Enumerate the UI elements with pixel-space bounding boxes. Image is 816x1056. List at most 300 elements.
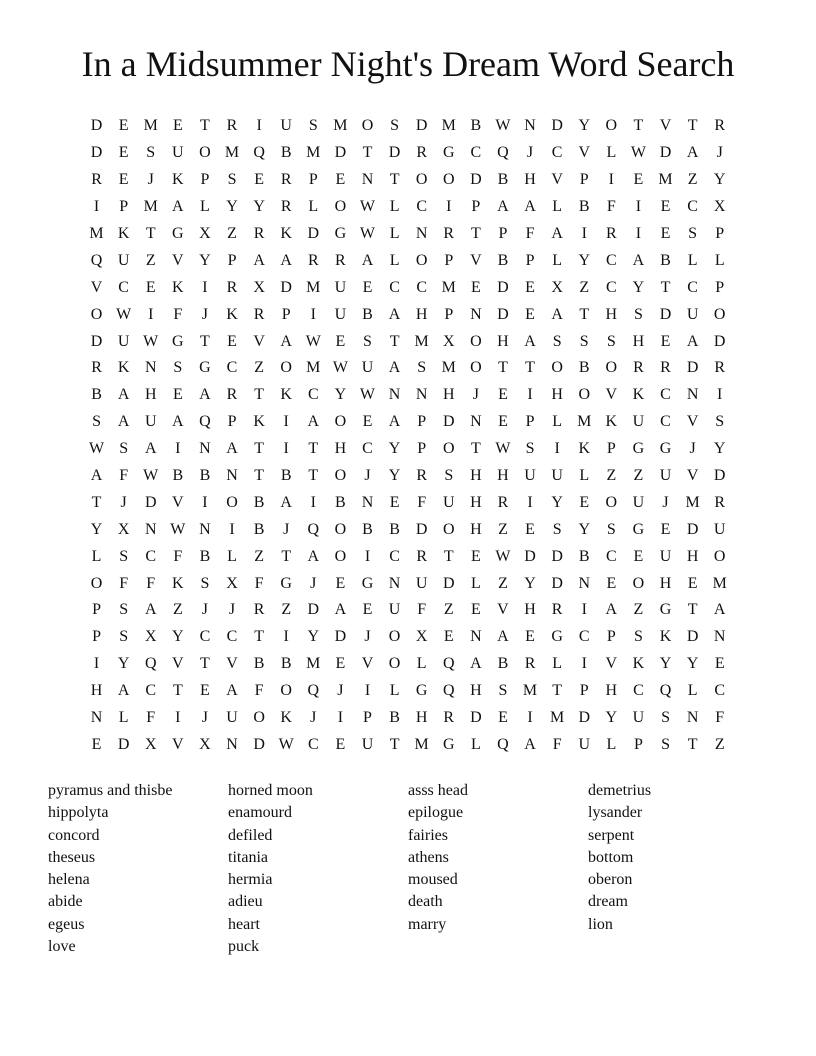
grid-letter: Z	[579, 278, 590, 296]
grid-letter: E	[335, 171, 346, 189]
grid-letter: S	[552, 332, 562, 350]
grid-letter: P	[715, 278, 725, 296]
grid-letter: D	[117, 735, 130, 753]
word-item: concord	[48, 826, 100, 844]
word-item: death	[408, 893, 443, 911]
grid-letter: D	[334, 144, 347, 162]
grid-letter: B	[578, 198, 590, 216]
grid-letter: R	[226, 117, 238, 135]
grid-letter: V	[686, 467, 699, 485]
grid-letter: L	[470, 735, 481, 753]
grid-letter: S	[119, 547, 129, 565]
grid-letter: O	[551, 359, 563, 377]
grid-letter: C	[687, 278, 698, 296]
grid-letter: O	[334, 198, 347, 216]
grid-letter: I	[93, 198, 100, 216]
grid-letter: R	[660, 359, 671, 377]
grid-letter: R	[280, 171, 292, 189]
grid-letter: E	[172, 117, 183, 135]
grid-letter: C	[660, 413, 671, 431]
grid-letter: U	[117, 332, 130, 350]
grid-letter: L	[687, 251, 698, 269]
grid-letter: W	[170, 520, 186, 538]
grid-letter: O	[361, 117, 374, 135]
grid-letter: O	[90, 305, 103, 323]
grid-letter: W	[305, 332, 321, 350]
grid-letter: U	[578, 735, 591, 753]
grid-letter: I	[283, 440, 289, 458]
grid-letter: F	[146, 574, 156, 592]
grid-letter: E	[335, 655, 346, 673]
grid-letter: X	[442, 332, 455, 350]
grid-letter: S	[417, 359, 427, 377]
grid-letter: H	[470, 493, 482, 511]
grid-letter: I	[527, 493, 533, 511]
grid-letter: J	[526, 144, 534, 162]
grid-letter: B	[253, 520, 265, 538]
grid-letter: A	[605, 601, 618, 619]
grid-letter: Q	[90, 251, 103, 269]
grid-letter: A	[524, 198, 536, 216]
grid-letter: E	[498, 386, 508, 404]
grid-letter: I	[148, 305, 154, 323]
grid-letter: V	[605, 386, 618, 404]
grid-letter: B	[199, 547, 211, 565]
grid-letter: D	[659, 144, 672, 162]
grid-letter: V	[172, 655, 184, 673]
grid-letter: Q	[497, 735, 509, 753]
grid-letter: I	[202, 493, 208, 511]
grid-letter: E	[470, 547, 481, 565]
grid-letter: N	[415, 225, 428, 242]
grid-letter: P	[227, 413, 237, 431]
grid-letter: H	[632, 332, 645, 350]
grid-letter: A	[524, 332, 536, 350]
grid-letter: D	[307, 225, 320, 242]
grid-letter: I	[581, 655, 587, 673]
grid-letter: M	[306, 359, 321, 377]
grid-letter: C	[551, 144, 563, 162]
grid-letter: P	[281, 305, 291, 323]
grid-letter: J	[228, 601, 236, 619]
grid-letter: C	[605, 547, 617, 565]
word-item: heart	[228, 915, 260, 933]
grid-letter: R	[91, 171, 102, 189]
grid-letter: A	[226, 682, 238, 700]
grid-letter: O	[253, 709, 265, 727]
grid-letter: N	[686, 709, 699, 727]
grid-letter: G	[172, 225, 184, 242]
grid-letter: C	[145, 682, 157, 700]
grid-letter: A	[334, 601, 347, 619]
grid-letter: H	[659, 574, 672, 592]
grid-letter: I	[310, 493, 316, 511]
grid-letter: R	[307, 251, 319, 269]
grid-letter: Q	[442, 682, 455, 700]
grid-letter: L	[416, 655, 427, 673]
grid-letter: L	[389, 198, 400, 216]
grid-letter: O	[442, 440, 455, 458]
grid-letter: A	[388, 413, 401, 431]
grid-letter: V	[497, 601, 509, 619]
grid-letter: C	[362, 440, 373, 458]
grid-letter: T	[172, 682, 183, 700]
grid-letter: O	[632, 574, 645, 592]
word-item: asss head	[408, 782, 468, 799]
grid-letter: U	[117, 251, 130, 269]
grid-letter: D	[90, 144, 103, 162]
grid-letter: X	[226, 574, 238, 592]
grid-letter: Y	[334, 386, 347, 404]
grid-letter: Z	[227, 225, 237, 242]
grid-letter: N	[144, 520, 157, 538]
word-item: theseus	[48, 848, 96, 866]
grid-letter: T	[470, 225, 481, 242]
grid-letter: T	[633, 117, 644, 135]
grid-letter: A	[90, 467, 103, 485]
word-item: lion	[588, 915, 613, 933]
grid-letter: P	[444, 251, 454, 269]
grid-letter: R	[335, 251, 346, 269]
grid-letter: S	[119, 628, 129, 646]
grid-letter: P	[606, 440, 616, 458]
grid-letter: P	[417, 440, 427, 458]
grid-letter: E	[200, 682, 210, 700]
grid-letter: E	[443, 628, 454, 646]
grid-letter: J	[120, 493, 127, 511]
grid-letter: S	[661, 709, 670, 727]
grid-letter: L	[308, 198, 319, 216]
grid-letter: H	[605, 305, 618, 323]
grid-letter: B	[362, 305, 373, 323]
grid-letter: V	[172, 493, 184, 511]
grid-letter: J	[147, 171, 154, 189]
grid-letter: T	[91, 493, 102, 511]
grid-letter: I	[581, 225, 587, 242]
grid-letter: B	[497, 171, 509, 189]
grid-letter: N	[226, 735, 238, 753]
grid-letter: N	[388, 574, 401, 592]
grid-letter: V	[172, 251, 184, 269]
grid-letter: E	[470, 601, 481, 619]
grid-letter: G	[280, 574, 292, 592]
grid-letter: S	[715, 413, 725, 431]
grid-letter: P	[579, 682, 589, 700]
grid-letter: I	[364, 547, 371, 565]
grid-letter: D	[253, 735, 265, 753]
grid-letter: P	[119, 198, 129, 216]
grid-letter: X	[144, 735, 157, 753]
grid-letter: H	[686, 547, 699, 565]
grid-letter: T	[254, 440, 264, 458]
word-item: moused	[408, 871, 458, 889]
grid-letter: F	[552, 735, 562, 753]
grid-letter: N	[415, 386, 428, 404]
grid-letter: J	[201, 305, 209, 323]
grid-letter: I	[310, 305, 316, 323]
grid-letter: E	[579, 493, 590, 511]
grid-letter: M	[441, 278, 456, 296]
word-item: enamourd	[228, 804, 292, 822]
grid-letter: J	[662, 493, 669, 511]
grid-letter: K	[117, 225, 130, 242]
grid-letter: V	[551, 171, 563, 189]
grid-letter: T	[200, 117, 210, 135]
grid-letter: T	[254, 386, 264, 404]
grid-letter: S	[688, 225, 698, 242]
grid-letter: Z	[254, 547, 264, 565]
grid-letter: K	[172, 171, 184, 189]
word-item: pyramus and thisbe	[48, 782, 173, 799]
grid-letter: P	[471, 198, 481, 216]
grid-letter: C	[660, 386, 671, 404]
grid-letter: C	[633, 682, 644, 700]
grid-letter: I	[364, 682, 371, 700]
grid-letter: D	[90, 117, 103, 135]
grid-letter: I	[202, 278, 208, 296]
grid-letter: O	[280, 682, 292, 700]
grid-letter: I	[446, 198, 452, 216]
grid-letter: A	[497, 198, 509, 216]
grid-letter: G	[442, 735, 455, 753]
grid-letter: T	[254, 628, 264, 646]
grid-letter: Y	[199, 251, 211, 269]
grid-letter: X	[713, 198, 726, 216]
grid-letter: E	[660, 225, 671, 242]
grid-letter: U	[361, 735, 374, 753]
grid-letter: L	[552, 655, 563, 673]
grid-letter: N	[686, 386, 699, 404]
grid-letter: Q	[442, 655, 455, 673]
grid-letter: H	[415, 305, 428, 323]
grid-letter: P	[92, 601, 101, 619]
grid-letter: K	[605, 413, 618, 431]
grid-letter: V	[605, 655, 618, 673]
grid-letter: Z	[254, 359, 264, 377]
grid-letter: R	[443, 225, 455, 242]
grid-letter: F	[525, 225, 535, 242]
grid-letter: E	[91, 735, 102, 753]
grid-letter: S	[444, 467, 454, 485]
grid-letter: A	[686, 144, 699, 162]
grid-letter: N	[470, 628, 482, 646]
grid-letter: C	[199, 628, 211, 646]
grid-letter: U	[388, 601, 401, 619]
grid-letter: S	[606, 332, 616, 350]
grid-letter: I	[337, 709, 344, 727]
grid-letter: E	[470, 278, 481, 296]
grid-letter: Y	[90, 520, 103, 538]
grid-letter: M	[522, 682, 538, 700]
grid-letter: Y	[551, 493, 563, 511]
grid-letter: V	[686, 413, 699, 431]
grid-letter: A	[117, 386, 130, 404]
grid-letter: A	[551, 305, 563, 323]
grid-letter: E	[525, 520, 535, 538]
grid-letter: O	[442, 520, 455, 538]
grid-letter: S	[390, 117, 400, 135]
grid-letter: Z	[633, 601, 644, 619]
grid-letter: T	[687, 735, 698, 753]
grid-letter: H	[415, 709, 428, 727]
grid-letter: A	[144, 440, 157, 458]
grid-letter: N	[470, 305, 482, 323]
grid-letter: T	[687, 117, 698, 135]
grid-letter: C	[307, 735, 319, 753]
grid-letter: J	[689, 440, 696, 458]
grid-letter: K	[659, 628, 672, 646]
grid-letter: M	[143, 117, 158, 135]
grid-letter: A	[199, 386, 211, 404]
grid-letter: F	[254, 682, 264, 700]
grid-letter: L	[552, 198, 563, 216]
grid-letter: H	[524, 171, 536, 189]
grid-letter: E	[714, 655, 725, 673]
grid-letter: S	[308, 117, 318, 135]
grid-letter: M	[577, 413, 592, 431]
grid-letter: A	[226, 440, 238, 458]
grid-letter: C	[416, 198, 427, 216]
grid-letter: R	[226, 386, 238, 404]
grid-letter: F	[173, 547, 183, 565]
grid-letter: W	[359, 386, 376, 404]
grid-letter: L	[227, 547, 237, 565]
word-list	[48, 780, 768, 958]
grid-letter: J	[283, 520, 290, 538]
grid-letter: D	[686, 628, 699, 646]
grid-letter: A	[117, 682, 130, 700]
grid-letter: O	[415, 251, 428, 269]
grid-letter: O	[713, 305, 726, 323]
grid-letter: F	[254, 574, 264, 592]
grid-letter: Z	[145, 251, 156, 269]
grid-letter: C	[470, 144, 482, 162]
grid-letter: J	[201, 709, 209, 727]
grid-letter: O	[90, 574, 103, 592]
grid-letter: D	[524, 547, 536, 565]
grid-letter: L	[552, 251, 563, 269]
grid-letter: H	[524, 601, 536, 619]
grid-letter: C	[714, 682, 726, 700]
grid-letter: G	[442, 144, 455, 162]
grid-letter: U	[632, 709, 645, 727]
grid-letter: I	[283, 628, 289, 646]
word-item: serpent	[588, 826, 635, 844]
grid-letter: Y	[713, 171, 726, 189]
grid-letter: S	[227, 171, 237, 189]
grid-letter: P	[417, 413, 427, 431]
grid-letter: U	[415, 574, 428, 592]
grid-letter: U	[524, 467, 536, 485]
grid-letter: O	[280, 359, 292, 377]
grid-letter: L	[91, 547, 102, 565]
grid-letter: Q	[497, 144, 509, 162]
grid-letter: Z	[498, 520, 508, 538]
grid-letter: A	[497, 628, 509, 646]
grid-letter: W	[143, 467, 159, 485]
grid-letter: E	[498, 413, 508, 431]
grid-letter: T	[470, 440, 481, 458]
grid-letter: O	[334, 520, 347, 538]
grid-letter: E	[660, 332, 671, 350]
grid-letter: U	[280, 117, 292, 135]
grid-letter: A	[144, 601, 157, 619]
grid-letter: J	[310, 574, 317, 592]
grid-letter: J	[201, 601, 209, 619]
grid-letter: T	[389, 171, 400, 189]
word-item: oberon	[588, 871, 633, 889]
grid-letter: S	[633, 305, 643, 323]
grid-letter: B	[660, 251, 671, 269]
grid-letter: C	[605, 278, 617, 296]
word-item: love	[48, 938, 76, 956]
grid-letter: A	[713, 601, 726, 619]
grid-letter: I	[608, 171, 614, 189]
grid-letter: C	[226, 628, 238, 646]
word-item: marry	[408, 915, 447, 933]
grid-letter: B	[280, 144, 292, 162]
grid-letter: Y	[388, 440, 401, 458]
grid-letter: S	[173, 359, 183, 377]
grid-letter: T	[145, 225, 156, 242]
grid-letter: O	[470, 332, 482, 350]
grid-letter: C	[389, 547, 400, 565]
grid-letter: O	[442, 171, 455, 189]
grid-letter: Y	[388, 467, 401, 485]
grid-letter: N	[199, 520, 211, 538]
grid-letter: E	[362, 278, 373, 296]
word-item: helena	[48, 871, 90, 889]
grid-letter: O	[199, 144, 211, 162]
grid-letter: E	[687, 574, 698, 592]
grid-letter: T	[200, 332, 210, 350]
letter-grid	[83, 113, 733, 758]
grid-letter: G	[334, 225, 347, 242]
grid-letter: D	[497, 305, 509, 323]
page-title: In a Midsummer Night's Dream Word Search	[81, 44, 735, 84]
grid-letter: J	[310, 709, 317, 727]
grid-letter: R	[91, 359, 102, 377]
grid-letter: T	[308, 440, 319, 458]
grid-letter: P	[200, 171, 210, 189]
grid-letter: Y	[226, 198, 238, 216]
grid-letter: X	[253, 278, 265, 296]
grid-letter: C	[687, 198, 698, 216]
word-item: athens	[408, 848, 449, 866]
grid-letter: Y	[307, 628, 320, 646]
grid-letter: U	[551, 467, 563, 485]
grid-letter: J	[364, 467, 371, 485]
grid-letter: O	[470, 359, 482, 377]
grid-letter: R	[714, 359, 726, 377]
grid-letter: U	[172, 144, 184, 162]
grid-letter: S	[606, 520, 616, 538]
grid-letter: C	[118, 278, 129, 296]
grid-letter: E	[525, 628, 535, 646]
grid-letter: Z	[172, 601, 183, 619]
grid-letter: A	[280, 251, 292, 269]
grid-letter: O	[334, 413, 347, 431]
grid-letter: W	[88, 440, 105, 458]
grid-letter: N	[361, 171, 374, 189]
grid-letter: Z	[443, 601, 454, 619]
grid-letter: N	[361, 493, 374, 511]
grid-letter: P	[498, 225, 508, 242]
grid-letter: D	[307, 601, 320, 619]
grid-letter: S	[661, 735, 670, 753]
word-item: adieu	[228, 893, 263, 911]
grid-letter: X	[415, 628, 428, 646]
